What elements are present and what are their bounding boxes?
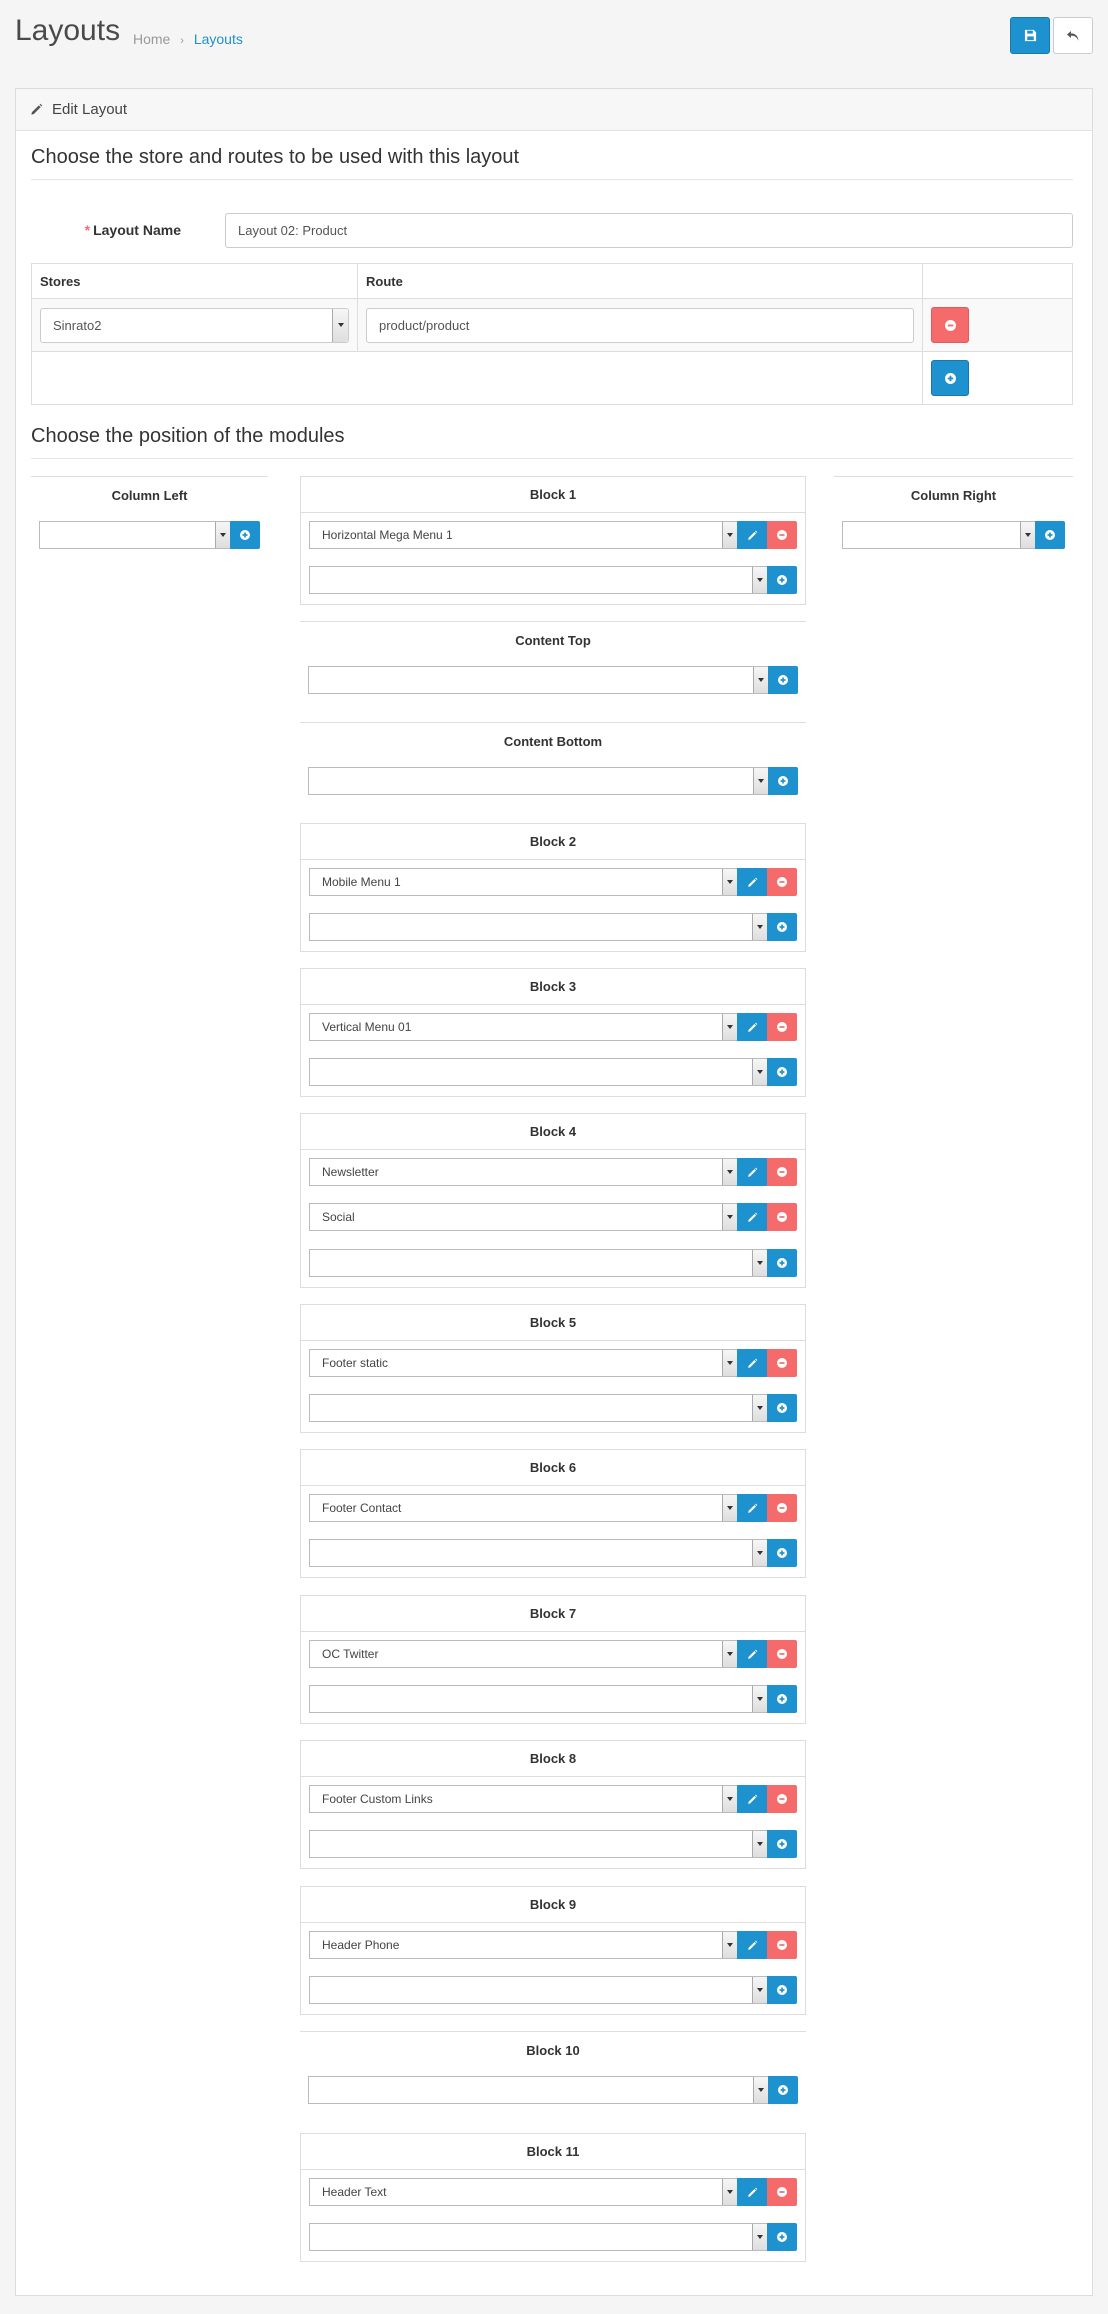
chevron-down-icon <box>722 1641 737 1667</box>
minus-circle-icon <box>777 1358 787 1368</box>
chevron-down-icon <box>722 1014 737 1040</box>
module-select[interactable]: Social <box>309 1203 737 1231</box>
plus-circle-icon <box>777 1403 787 1413</box>
cancel-button[interactable] <box>1053 17 1093 54</box>
stores-column-header: Stores <box>32 264 358 299</box>
plus-circle-icon <box>777 1839 787 1849</box>
add-module-button[interactable] <box>768 2076 798 2104</box>
remove-module-button[interactable] <box>767 521 797 549</box>
add-module-select[interactable] <box>309 1830 767 1858</box>
minus-circle-icon <box>777 530 787 540</box>
position-column-left <box>31 476 268 513</box>
module-select[interactable]: Header Phone <box>309 1931 737 1959</box>
chevron-down-icon <box>752 567 767 593</box>
module-select[interactable]: Footer static <box>309 1349 737 1377</box>
remove-module-button[interactable] <box>767 1640 797 1668</box>
header-actions <box>1010 17 1093 54</box>
pencil-icon <box>747 1167 758 1178</box>
chevron-down-icon <box>752 1977 767 2003</box>
layout-name-input[interactable] <box>225 213 1073 248</box>
minus-circle-icon <box>777 1212 787 1222</box>
edit-module-button[interactable] <box>737 1494 767 1522</box>
add-module-select[interactable] <box>309 1685 767 1713</box>
add-module-select[interactable] <box>39 521 230 549</box>
plus-circle-icon <box>777 1985 787 1995</box>
module-select[interactable]: Mobile Menu 1 <box>309 868 737 896</box>
routes-legend: Choose the store and routes to be used with this layout <box>31 146 1073 180</box>
chevron-down-icon <box>722 1932 737 1958</box>
module-row <box>309 1785 797 1813</box>
pencil-icon <box>747 1022 758 1033</box>
table-row <box>32 352 1073 405</box>
minus-circle-icon <box>777 1649 787 1659</box>
plus-circle-icon <box>1045 530 1055 540</box>
page-header <box>0 0 1108 60</box>
position-block9 <box>300 1886 806 2015</box>
route-table <box>31 263 1073 405</box>
add-module-row <box>309 2223 797 2251</box>
chevron-down-icon <box>752 914 767 940</box>
plus-circle-icon <box>777 1067 787 1077</box>
position-block4 <box>300 1113 806 1288</box>
module-row <box>309 1931 797 1959</box>
edit-module-button[interactable] <box>737 521 767 549</box>
minus-circle-icon <box>777 1167 787 1177</box>
edit-module-button[interactable] <box>737 1640 767 1668</box>
plus-circle-icon <box>777 1258 787 1268</box>
chevron-down-icon <box>722 522 737 548</box>
module-row <box>309 1640 797 1668</box>
add-module-row <box>309 1539 797 1567</box>
add-module-row <box>309 1394 797 1422</box>
edit-module-button[interactable] <box>737 2178 767 2206</box>
add-module-row <box>308 2076 798 2104</box>
position-block2 <box>300 823 806 952</box>
add-module-select[interactable] <box>309 2223 767 2251</box>
pencil-icon <box>747 2187 758 2198</box>
chevron-down-icon <box>752 1540 767 1566</box>
position-content-bottom <box>300 722 806 759</box>
chevron-down-icon <box>1020 522 1035 548</box>
add-module-row <box>308 767 798 795</box>
add-module-button[interactable] <box>768 767 798 795</box>
pencil-icon <box>747 1940 758 1951</box>
route-column-header: Route <box>358 264 923 299</box>
plus-circle-icon <box>777 1694 787 1704</box>
minus-circle-icon <box>777 1794 787 1804</box>
add-module-button[interactable] <box>767 1249 797 1277</box>
chevron-down-icon <box>753 667 768 693</box>
position-block11 <box>300 2133 806 2262</box>
remove-module-button[interactable] <box>767 868 797 896</box>
add-module-row <box>308 666 798 694</box>
add-module-row <box>309 566 797 594</box>
plus-circle-icon <box>777 1548 787 1558</box>
remove-route-button[interactable] <box>931 307 969 343</box>
plus-circle-icon <box>945 373 956 384</box>
chevron-down-icon <box>332 309 348 342</box>
chevron-down-icon <box>752 1059 767 1085</box>
pencil-icon <box>747 1649 758 1660</box>
add-module-select[interactable] <box>842 521 1035 549</box>
position-block3 <box>300 968 806 1097</box>
edit-layout-panel <box>15 88 1093 2296</box>
add-module-button[interactable] <box>767 1830 797 1858</box>
module-select[interactable]: Vertical Menu 01 <box>309 1013 737 1041</box>
chevron-down-icon <box>722 1159 737 1185</box>
module-row <box>309 521 797 549</box>
module-row <box>309 868 797 896</box>
route-input[interactable] <box>366 308 914 343</box>
minus-circle-icon <box>777 877 787 887</box>
position-title: Block 5 <box>301 1305 805 1341</box>
add-module-select[interactable] <box>309 1976 767 2004</box>
position-title: Block 7 <box>301 1596 805 1632</box>
chevron-down-icon <box>722 1495 737 1521</box>
plus-circle-icon <box>777 575 787 585</box>
position-column-right <box>834 476 1073 513</box>
chevron-down-icon <box>753 2077 768 2103</box>
add-module-row <box>309 1976 797 2004</box>
add-module-button[interactable] <box>767 1685 797 1713</box>
layout-name-label: * Layout Name <box>84 222 181 238</box>
add-module-button[interactable] <box>767 913 797 941</box>
add-module-button[interactable] <box>767 1058 797 1086</box>
modules-legend: Choose the position of the modules <box>31 425 1073 459</box>
chevron-down-icon <box>752 1250 767 1276</box>
add-module-row <box>309 913 797 941</box>
module-row <box>309 1494 797 1522</box>
module-row <box>309 1349 797 1377</box>
position-title: Content Bottom <box>503 733 603 749</box>
breadcrumb-layouts-link[interactable]: Layouts <box>193 31 243 47</box>
plus-circle-icon <box>777 922 787 932</box>
breadcrumb <box>133 31 243 47</box>
plus-circle-icon <box>778 2085 788 2095</box>
position-block5 <box>300 1304 806 1433</box>
module-select[interactable]: OC Twitter <box>309 1640 737 1668</box>
position-block1 <box>300 476 806 605</box>
module-row <box>309 1013 797 1041</box>
pencil-icon <box>30 103 43 116</box>
minus-circle-icon <box>777 1940 787 1950</box>
chevron-down-icon <box>722 1786 737 1812</box>
module-row <box>309 1158 797 1186</box>
position-title: Block 1 <box>301 477 805 513</box>
add-module-button[interactable] <box>767 1976 797 2004</box>
remove-module-button[interactable] <box>767 1349 797 1377</box>
add-module-select[interactable] <box>308 2076 768 2104</box>
position-title: Block 3 <box>301 969 805 1005</box>
module-select[interactable]: Horizontal Mega Menu 1 <box>309 521 737 549</box>
minus-circle-icon <box>777 1503 787 1513</box>
panel-title: Edit Layout <box>52 101 128 118</box>
add-route-button[interactable] <box>931 360 969 396</box>
module-row <box>309 2178 797 2206</box>
remove-module-button[interactable] <box>767 1931 797 1959</box>
reply-icon <box>1066 30 1080 42</box>
add-module-row <box>842 521 1065 549</box>
plus-circle-icon <box>777 2232 787 2242</box>
position-block7 <box>300 1595 806 1724</box>
chevron-down-icon <box>753 768 768 794</box>
position-content-top <box>300 621 806 658</box>
add-module-select[interactable] <box>309 1394 767 1422</box>
position-title: Column Right <box>910 487 997 503</box>
position-title: Block 11 <box>301 2134 805 2170</box>
add-module-select[interactable] <box>308 666 768 694</box>
chevron-down-icon <box>752 2224 767 2250</box>
table-row <box>32 299 1073 352</box>
edit-module-button[interactable] <box>737 1203 767 1231</box>
edit-module-button[interactable] <box>737 1158 767 1186</box>
store-select[interactable]: Sinrato2 <box>40 308 349 343</box>
required-mark: * <box>84 222 91 238</box>
chevron-down-icon <box>722 1204 737 1230</box>
remove-module-button[interactable] <box>767 1158 797 1186</box>
page-title: Layouts <box>15 14 121 47</box>
plus-circle-icon <box>240 530 250 540</box>
layout-name-row <box>31 213 1073 249</box>
actions-column-header <box>923 264 1073 299</box>
position-title: Content Top <box>515 632 591 648</box>
edit-module-button[interactable] <box>737 1013 767 1041</box>
remove-module-button[interactable] <box>767 1494 797 1522</box>
chevron-down-icon <box>752 1686 767 1712</box>
add-module-row <box>309 1685 797 1713</box>
minus-circle-icon <box>777 1022 787 1032</box>
position-title: Block 2 <box>301 824 805 860</box>
chevron-down-icon <box>752 1395 767 1421</box>
remove-module-button[interactable] <box>767 1785 797 1813</box>
chevron-down-icon <box>722 1350 737 1376</box>
add-module-row <box>39 521 260 549</box>
pencil-icon <box>747 877 758 888</box>
add-module-select[interactable] <box>309 913 767 941</box>
add-module-row <box>309 1249 797 1277</box>
position-title: Block 10 <box>526 2042 580 2058</box>
breadcrumb-separator: › <box>180 35 184 47</box>
save-icon <box>1024 29 1037 42</box>
add-module-button[interactable] <box>767 2223 797 2251</box>
edit-module-button[interactable] <box>737 1785 767 1813</box>
position-title: Block 9 <box>301 1887 805 1923</box>
plus-circle-icon <box>778 776 788 786</box>
add-module-select[interactable] <box>308 767 768 795</box>
add-module-button[interactable] <box>767 566 797 594</box>
remove-module-button[interactable] <box>767 1203 797 1231</box>
module-select[interactable]: Footer Custom Links <box>309 1785 737 1813</box>
add-module-button[interactable] <box>230 521 260 549</box>
pencil-icon <box>747 1503 758 1514</box>
module-select[interactable]: Footer Contact <box>309 1494 737 1522</box>
plus-circle-icon <box>778 675 788 685</box>
save-button[interactable] <box>1010 17 1050 54</box>
position-title: Block 6 <box>301 1450 805 1486</box>
position-block8 <box>300 1740 806 1869</box>
position-title: Block 4 <box>301 1114 805 1150</box>
position-block6 <box>300 1449 806 1578</box>
module-select[interactable]: Header Text <box>309 2178 737 2206</box>
add-module-row <box>309 1830 797 1858</box>
minus-circle-icon <box>777 2187 787 2197</box>
module-row <box>309 1203 797 1231</box>
add-module-button[interactable] <box>1035 521 1065 549</box>
pencil-icon <box>747 530 758 541</box>
remove-module-button[interactable] <box>767 1013 797 1041</box>
chevron-down-icon <box>722 869 737 895</box>
edit-module-button[interactable] <box>737 1349 767 1377</box>
edit-module-button[interactable] <box>737 1931 767 1959</box>
position-block10 <box>300 2031 806 2068</box>
chevron-down-icon <box>722 2179 737 2205</box>
minus-circle-icon <box>945 320 956 331</box>
add-module-select[interactable] <box>309 566 767 594</box>
add-module-select[interactable] <box>309 1249 767 1277</box>
chevron-down-icon <box>215 522 230 548</box>
remove-module-button[interactable] <box>767 2178 797 2206</box>
module-select[interactable]: Newsletter <box>309 1158 737 1186</box>
pencil-icon <box>747 1358 758 1369</box>
position-title: Column Left <box>111 487 188 503</box>
add-module-button[interactable] <box>767 1539 797 1567</box>
pencil-icon <box>747 1794 758 1805</box>
add-module-select[interactable] <box>309 1058 767 1086</box>
add-module-button[interactable] <box>767 1394 797 1422</box>
chevron-down-icon <box>752 1831 767 1857</box>
pencil-icon <box>747 1212 758 1223</box>
edit-module-button[interactable] <box>737 868 767 896</box>
add-module-row <box>309 1058 797 1086</box>
add-module-button[interactable] <box>768 666 798 694</box>
breadcrumb-home-link[interactable]: Home <box>133 31 171 47</box>
panel-heading <box>16 89 1092 131</box>
add-module-select[interactable] <box>309 1539 767 1567</box>
position-title: Block 8 <box>301 1741 805 1777</box>
